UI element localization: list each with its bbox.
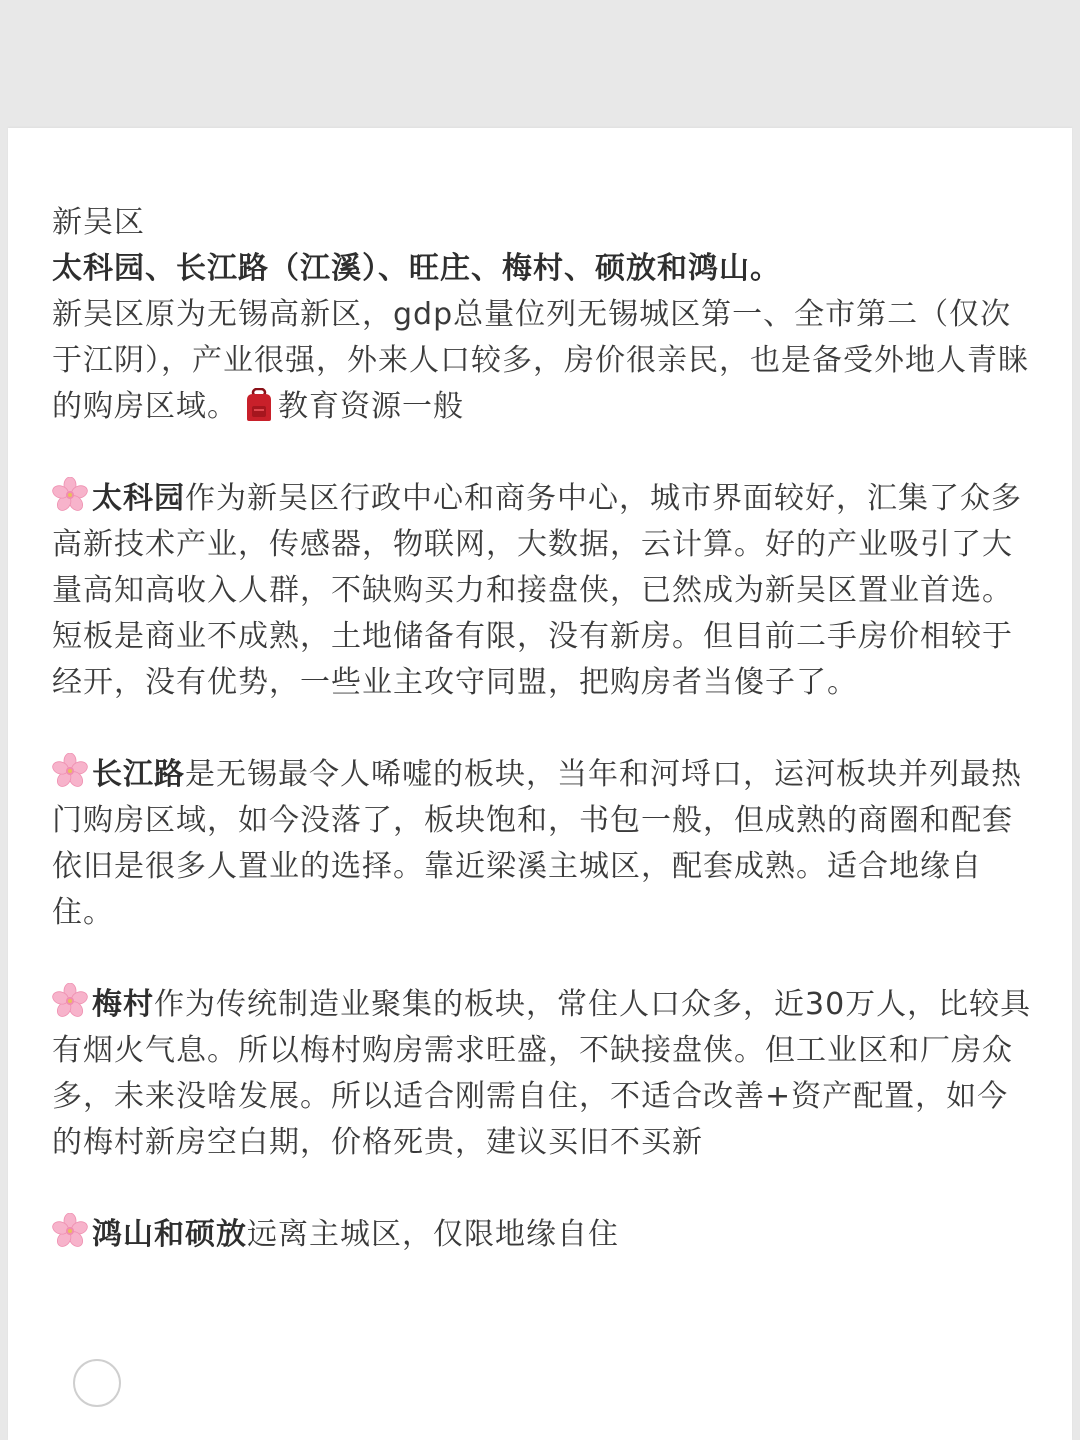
cherry-blossom-icon <box>52 1213 88 1249</box>
section-taikeyuan <box>52 476 1032 706</box>
section-name: 梅村 <box>92 987 154 1022</box>
section-text: 作为传统制造业聚集的板块，常住人口众多，近30万人，比较具有烟火气息。所以梅村购房需求旺盛，不缺接盘侠。但工业区和厂房众多，未来没啥发展。所以适合刚需自住，不适合改善+资产配置，如今的梅村新房空白期，价格死贵，建议买旧不买新 <box>52 987 1032 1160</box>
section-meicun <box>52 982 1032 1166</box>
cherry-blossom-icon <box>52 983 88 1019</box>
section-name: 长江路 <box>92 757 185 792</box>
section-hongshan-shuofang <box>52 1212 1032 1258</box>
cherry-blossom-icon <box>52 477 88 513</box>
select-circle-button[interactable] <box>73 1359 121 1407</box>
districts-subtitle: 太科园、长江路（江溪）、旺庄、梅村、硕放和鸿山。 <box>52 251 781 286</box>
section-text: 作为新吴区行政中心和商务中心，城市界面较好，汇集了众多高新技术产业，传感器，物联网，大数据，云计算。好的产业吸引了大量高知高收入人群，不缺购买力和接盘侠，已然成为新吴区置业首选。短板是商业不成熟，土地储备有限，没有新房。但目前二手房价相较于经开，没有优势，一些业主攻守同盟，把购房者当傻子了。 <box>52 481 1022 700</box>
section-name: 太科园 <box>92 481 185 516</box>
education-text: 教育资源一般 <box>278 389 464 424</box>
section-text: 远离主城区，仅限地缘自住 <box>247 1217 619 1252</box>
cherry-blossom-icon <box>52 753 88 789</box>
note-card <box>8 128 1072 1440</box>
intro-text: 新吴区原为无锡高新区，gdp总量位列无锡城区第一、全市第二（仅次于江阴），产业很强，外来人口较多，房价很亲民，也是备受外地人青睐的购房区域。 <box>52 297 1029 424</box>
intro-paragraph <box>52 292 1032 430</box>
backpack-icon <box>244 388 274 422</box>
section-changjianglu <box>52 752 1032 936</box>
section-text: 是无锡最令人唏嘘的板块，当年和河埒口，运河板块并列最热门购房区域，如今没落了，板块饱和，书包一般，但成熟的商圈和配套依旧是很多人置业的选择。靠近梁溪主城区，配套成熟。适合地缘自住。 <box>52 757 1022 930</box>
note-content <box>52 200 1032 1258</box>
district-title: 新吴区 <box>52 205 145 240</box>
section-name: 鸿山和硕放 <box>92 1217 247 1252</box>
